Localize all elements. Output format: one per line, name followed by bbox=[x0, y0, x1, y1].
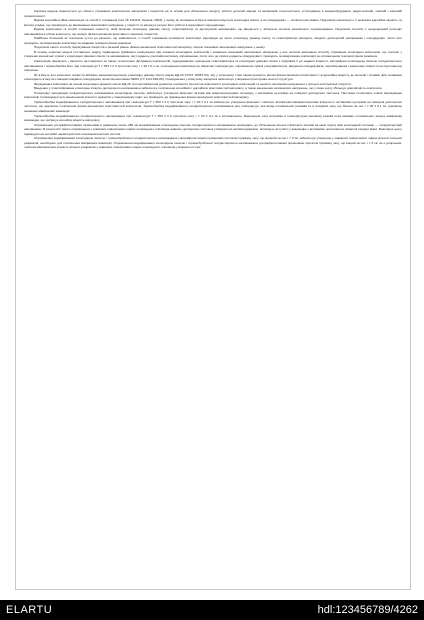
paragraph: Найбільш близьким за технічною суттю до рішення, що заявляється, є спосіб отримання полімерної композиції, відповідно до якого епоксидну діанову смолу та пластифікатор змішують, вводять дисперсний наповнювач і отверджувач, після чого проводять полімеризацію композиції за заданим температурним режимом. bbox=[24, 36, 402, 45]
paragraph: Композицію формують і наносять на поверхню за такою технологією. Дозування компонентів, гідродинамічне суміщення пластифікатора та епоксидної діанової смоли з підігрівом її до заданої в'язкості, змочування епоксидною смолою полідисперсного наповнювача і термообробка його при температурі Т = 353 ± 2 К протягом часу τ = 20 ± 0,1 хв, охолодження композиції до кімнатної температури, опромінення суміші ультрафіолетом, введення отверджувача, перемішування і нанесення покриття на підготовлену поверхню. bbox=[24, 59, 402, 73]
paragraph: Термообробка модифікованого полідисперсного наповнювача при температурі Т = 353 ± 2 К протягом часу τ = 20 ± 0,1 хв є оптимальною. Зменшення часу витримки в температурно-часовому режимі поза межами оптимальних знижує міжфазову взаємодію, що погіршує когезійну міцність матеріалу. bbox=[24, 113, 402, 123]
paragraph: Недоліком такого способу формування покриттів є низький рівень фізико-механічних властивостей матеріалу і високі показники залишкових напружень у ньому. bbox=[34, 45, 266, 50]
repository-label: ELARTU bbox=[6, 604, 53, 616]
paragraph: Термообробка модифікованого полідисперсного наповнювача при температурі Т = 353 ± 2 К протягом часу τ = 20 ± 0,1 хв забезпечує утворення фізичних і хімічних зв'язків між макромолекулами в'яжучого і активними центрами на поверхні дисперсних частинок, що зумовлює поліпшення фізико-механічних властивостей композитів. Термообробка модифікованого полідисперсного наповнювача при температурі, яка вища оптимальних режимів та в інтервалі часу, що більше за час τ = 20 ± 0,1 хв, зумовлює зниження міжфазової взаємодії. bbox=[24, 99, 402, 114]
document-body bbox=[16, 5, 410, 150]
paragraph: Попереднє змочування полідисперсного наповнювача епоксидною смолою забезпечує утворення фізичних зв'язків між макромолекулами олігомеру з активними центрами на поверхні дисперсних частинок. Настання початкових етапів формування композиції супроводжується зменшенням кількості дефектів у поверхневому шарі, що приводить до підвищення фізико-механічних властивостей матеріалу. bbox=[24, 90, 402, 100]
paragraph: Відома корозійностійка композиція та спосіб її отримання [пат. № 1111111 Україна, 2003], у якому як полімерне в'яжуче використовується епоксидна смола, а як отверджувач — поліетиленполіамін. Недоліком композиції є її незначна адгезійна міцність та висока усадка, що призводить до виникнення залишкових напружень у покритті та зменшує ресурс його роботи в агресивних середовищах. bbox=[24, 18, 402, 27]
paragraph: Введення у пластифіковане епоксидне в'яжуче дисперсного наповнювача забезпечує поліпшення когезійних і адгезійних властивостей матеріалу, а також зменшення залишкових напружень, що у свою чергу збільшує довговічність композита. bbox=[34, 86, 383, 91]
paragraph: В основу корисної моделі поставлено задачу підвищення руйнівного напруження при згинанні епоксидних композитів і зниження показників залишкових напружень у них шляхом виконання способу отримання епоксидної композиції, що полягає у створенні механічної суміші з епоксидної діанової смоли та наповнювача, яку піддають ультрафіолетовому опроміненню, після чого до суміші додають отверджувач і проводять полімеризацію композиції за оптимальним температурним режимом. bbox=[24, 49, 402, 59]
paragraph: Відома композиція та спосіб отримання покриття, який включає епоксидну діанову смолу, пластифікатор та дисперсний наповнювач, що вводяться у зв'язуюче шляхом механічного перемішування. Недоліком способу є неоднорідний розподіл наповнювача в об'ємі композиту, що знижує фізико-механічні властивості захисних покриттів. bbox=[24, 27, 402, 36]
paragraph: Формування композиції на основі епоксидної діанової смоли ЕД-20 та пластифікатора дозволяє поліпшити реологічні властивості епоксидних композицій та знизити залишкові напруження у процесі експлуатації покриття. bbox=[34, 81, 352, 86]
paragraph: Як в'яжуче для захисного покриття вибрано низькомолекулярну епоксидну діанову смолу марки ЕД-20 (ГОСТ 10587-84), яку у склеєному стані характеризують високі фізико-механічні властивості та адгезійна міцність до металів і сплавів. Для зшивання епоксидного в'яжучого використовували отверджувач поліетиленполіамін ПЕПА (ТУ 6-02-594-85). Отвердження у в'яжучому матеріалі забезпечує утворення просторово-зшитої структури. bbox=[24, 72, 402, 82]
handle-link[interactable]: hdl:123456789/4262 bbox=[317, 604, 418, 616]
footer-bar bbox=[0, 600, 424, 620]
paragraph: Опромінення модифікованої епоксидною смолою і термообробленої полідисперсного наповнювача ультрафіолетовими променями протягом проміжку часу, що менший за час τ = 5 хв, забезпечує утворення у зовнішніх поверхневих шарах кількості вільних радикалів, необхідних для поліпшення міжфазової взаємодії. Опромінення модифікованої епоксидною смолою і термообробленої полідисперсного наповнювача ультрафіолетовими променями протягом проміжку часу, що вищий за час τ = 5 хв, не є доцільним, оскільки максимальна кількість вільних радикалів у зовнішніх поверхневих шарах епоксидного олігомера утворюється при bbox=[24, 136, 402, 150]
document-page bbox=[15, 4, 411, 590]
paragraph: Опромінення ультрафіолетовими променями в довжиною хвиль 280 нм модифікованої епоксидною смолою полідисперсного наповнювача призводить до збільшення кількості фізичних зв'язків на межі поділу фаз епоксидний олігомер — полідисперсний наповнювач. В результаті такого опромінення у зовнішніх поверхневих шарах епоксидного олігомера навколо дисперсних частинок утворюється активні радикали, які можуть вступати у взаємодію з активними центрами на поверхні твердої фази. Внаслідок цього підвищуються когезійні характеристики епоксикомпозитних систем. bbox=[24, 122, 402, 136]
paragraph: Корисна модель відноситься до області отримання композитних матеріалів і покриттів на їх основі для збільшення ресурсу роботи деталей машин та механізмів технологічного устаткування в машинобудуванні, радіотехнічній, хімічній і харчовій промисловості. bbox=[24, 9, 402, 18]
